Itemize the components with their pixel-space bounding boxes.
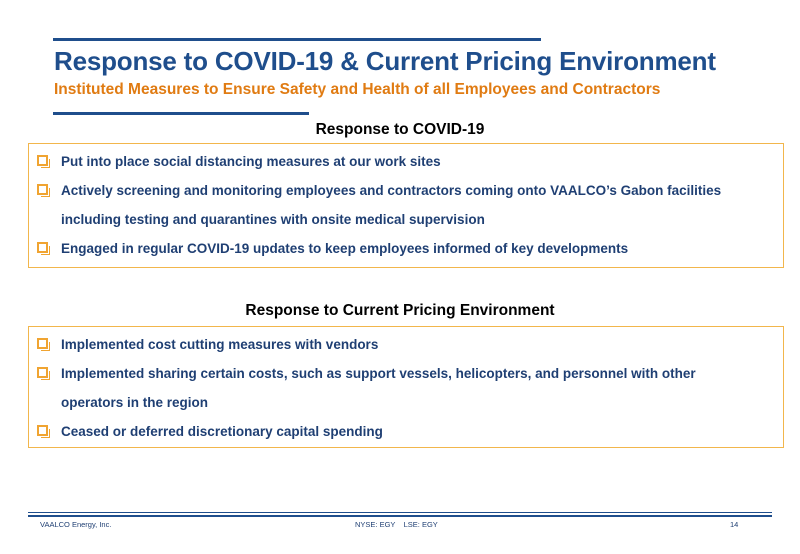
bullet-text: operators in the region bbox=[61, 395, 209, 410]
bullet-text: Implemented sharing certain costs, such as support vessels, helicopters, and personnel with other bbox=[61, 366, 696, 381]
top-rule bbox=[53, 38, 541, 41]
checkbox-bullet-icon bbox=[37, 367, 48, 378]
checkbox-bullet-icon bbox=[37, 155, 48, 166]
bullet-text: including testing and quarantines with onsite medical supervision bbox=[61, 212, 485, 227]
bullet-text: Engaged in regular COVID-19 updates to keep employees informed of key developments bbox=[61, 241, 629, 256]
footer-company: VAALCO Energy, Inc. bbox=[40, 520, 112, 529]
footer-rule bbox=[28, 515, 772, 517]
page-subtitle: Instituted Measures to Ensure Safety and Health of all Employees and Contractors bbox=[54, 81, 661, 98]
checkbox-bullet-icon bbox=[37, 184, 48, 195]
pricing-measures-box bbox=[28, 326, 784, 448]
checkbox-bullet-icon bbox=[37, 338, 48, 349]
subtitle-rule bbox=[53, 112, 309, 115]
page-number: 14 bbox=[730, 520, 739, 529]
checkbox-bullet-icon bbox=[37, 242, 48, 253]
checkbox-bullet-icon bbox=[37, 425, 48, 436]
page-title: Response to COVID-19 & Current Pricing Environment bbox=[54, 46, 716, 76]
section-heading-covid: Response to COVID-19 bbox=[315, 121, 485, 138]
covid-measures-box bbox=[28, 143, 784, 268]
section-heading-pricing: Response to Current Pricing Environment bbox=[245, 302, 555, 319]
footer-rule bbox=[28, 512, 772, 513]
bullet-text: Implemented cost cutting measures with vendors bbox=[61, 337, 379, 352]
bullet-text: Ceased or deferred discretionary capital spending bbox=[61, 424, 383, 439]
bullet-text: Actively screening and monitoring employees and contractors coming onto VAALCO’s Gabon facilities bbox=[61, 183, 722, 198]
bullet-text: Put into place social distancing measures at our work sites bbox=[61, 154, 441, 169]
footer-tickers: NYSE: EGY LSE: EGY bbox=[355, 520, 438, 529]
